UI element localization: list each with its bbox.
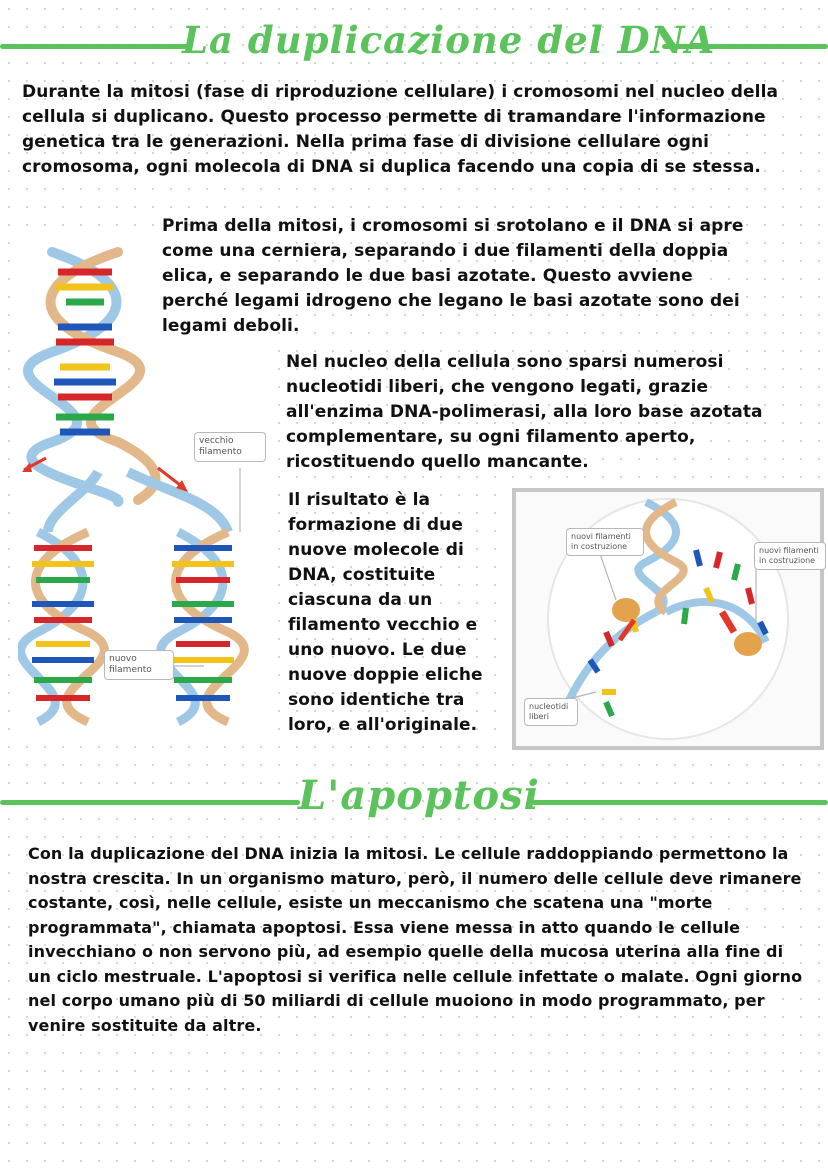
section-title-apoptosis: L'apoptosi <box>298 772 540 819</box>
apoptosis-rule-right <box>532 800 828 805</box>
polymerase-left <box>612 598 640 622</box>
separation-paragraph: Prima della mitosi, i cromosomi si srotolano e il DNA si apre come una cerniera, separando i due filamenti della doppia elica, e separando le due basi azotate. Questo avviene perché legami idrogeno che legano le basi azotate sono dei legami deboli. <box>162 216 744 336</box>
label-new-strands-right: nuovi filamenti in costruzione <box>754 542 826 570</box>
intro-paragraph: Durante la mitosi (fase di riproduzione cellulare) i cromosomi nel nucleo della cellula si duplicano. Questo processo permette di tramandare l'informazione genetica tra le generazioni. Nella prima fase di divisione cellulare ogni cromosoma, ogni molecola di DNA si duplica facendo una copia di se stessa. <box>22 82 779 177</box>
label-new-strand: nuovo filamento <box>104 650 174 680</box>
result-paragraph: Il risultato è la formazione di due nuove molecole di DNA, costituite ciascuna da un filamento vecchio e uno nuovo. Le due nuove doppie eliche sono identiche tra loro, e all'originale. <box>288 490 483 735</box>
header-rule-left <box>0 44 190 49</box>
apoptosis-rule-left <box>0 800 300 805</box>
label-new-strands-left: nuovi filamenti in costruzione <box>566 528 644 556</box>
polymerase-zoom-figure <box>512 488 824 750</box>
polymerase-right <box>734 632 762 656</box>
section-title-dna-duplication: La duplicazione del DNA <box>182 18 716 62</box>
apoptosis-paragraph: Con la duplicazione del DNA inizia la mitosi. Le cellule raddoppiando permettono la nostra crescita. In un organismo maturo, però, il numero delle cellule deve rimanere costante, così, nelle cellule, esiste un meccanismo che scatena una "morte programmata", chiamata apoptosi. Essa viene messa in atto quando le cellule invecchiano o non servono più, ad esempio quelle della mucosa uterina alla fine di un ciclo mestruale. L'apoptosi si verifica nelle cellule infettate o malate. Ogni giorno nel corpo umano più di 50 miliardi di cellule muoiono in modo programmato, per venire sostituite da altre. <box>28 844 803 1035</box>
label-free-nucleotides: nucleotidi liberi <box>524 698 578 726</box>
label-old-strand: vecchio filamento <box>194 432 266 462</box>
nucleotides-paragraph: Nel nucleo della cellula sono sparsi numerosi nucleotidi liberi, che vengono legati, grazie all'enzima DNA-polimerasi, alla loro base azotata complementare, su ogni filamento aperto, ricostituendo quello mancante. <box>286 352 763 472</box>
